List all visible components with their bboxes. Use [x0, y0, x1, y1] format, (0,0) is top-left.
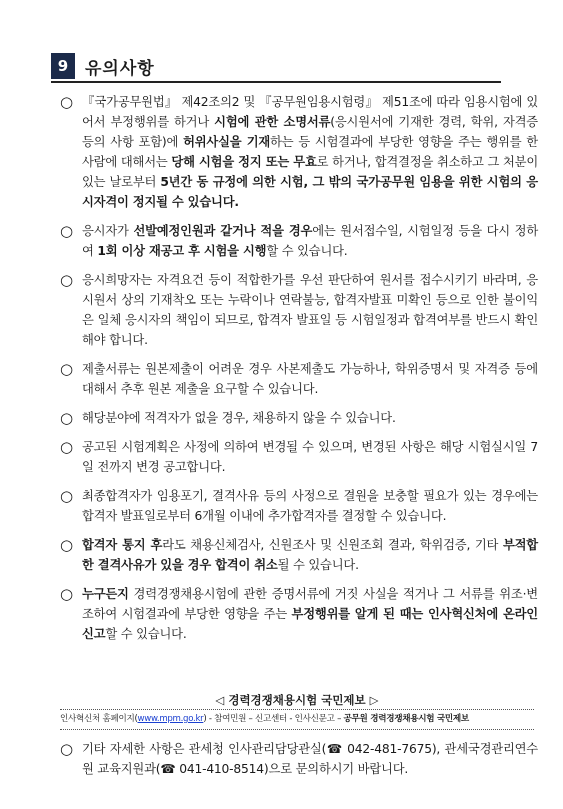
- bullet-icon: ○: [60, 271, 74, 289]
- bullet-icon: ○: [60, 360, 74, 378]
- body-text: 경력경쟁채용시험에 관한 증명서류에 거짓 사실을 적거나 그 서류를 위조·변조하여 시험결과에 부당한 영향을 주는: [82, 587, 538, 621]
- contact-text: [82, 739, 538, 779]
- bullet-icon: ○: [60, 438, 74, 456]
- list-item: [60, 408, 538, 428]
- emphasis-text: 1회 이상 재공고 후 시험을 시행: [97, 244, 267, 258]
- item-text: [82, 584, 538, 644]
- notice-list: [60, 92, 538, 653]
- item-text: [82, 437, 538, 477]
- body-text: 『국가공무원법』 제42조의2 및 『공무원임용시험령』 제51조에 따라 임용시험에 있어서 부정행위를 하거나: [82, 95, 538, 129]
- title-underline: [51, 81, 501, 83]
- body-text: 할 수 있습니다.: [105, 627, 187, 641]
- public-report-path: [60, 709, 534, 730]
- body-text: 라도 채용신체검사, 신원조사 및 신원조회 결과, 학위검증, 기타: [162, 538, 503, 552]
- emphasis-text: 부적합한 결격사유가 있을 경우 합격이 취소: [82, 538, 538, 572]
- list-item: [60, 739, 538, 779]
- emphasis-text: 5년간 동 규정에 의한 시험, 그 밖의 국가공무원 임용을 위한 시험의 응시자격이 정지될 수 있습니다.: [82, 175, 538, 209]
- item-text: [82, 408, 538, 428]
- body-text: 될 수 있습니다.: [277, 558, 359, 572]
- body-text: 기타 자세한 사항은 관세청 인사관리담당관실(☎ 042-481-7675), 관세국경관리연수원 교육지원과(☎ 041-410-8514)으로 문의하시기 바랍니다.: [82, 742, 538, 776]
- bullet-icon: ○: [60, 536, 74, 554]
- public-report-box: [60, 691, 534, 730]
- body-text: 해당분야에 적격자가 없을 경우, 채용하지 않을 수 있습니다.: [82, 411, 396, 425]
- item-text: [82, 359, 538, 399]
- list-item: [60, 535, 538, 575]
- contact-info: [60, 739, 538, 788]
- mpm-website-link[interactable]: www.mpm.go.kr: [137, 714, 204, 724]
- item-text: [82, 221, 538, 261]
- body-text: (응시원서에 기재한 경력, 학위, 자격증 등의 사항 포함)에: [82, 115, 538, 149]
- bullet-icon: ○: [60, 409, 74, 427]
- body-text: 할 수 있습니다.: [266, 244, 348, 258]
- list-item: [60, 92, 538, 212]
- section-header: [51, 51, 501, 81]
- list-item: [60, 437, 538, 477]
- bullet-icon: ○: [60, 222, 74, 240]
- public-report-title: ◁ 경력경쟁채용시험 국민제보 ▷: [215, 693, 379, 707]
- emphasis-text: 당해 시험을 정지 또는 무효: [171, 155, 317, 169]
- item-text: [82, 270, 538, 350]
- report-path-prefix: 인사혁신처 홈페이지(: [60, 714, 138, 724]
- item-text: [82, 92, 538, 212]
- report-path-final: 공무원 경력경쟁채용시험 국민제보: [343, 714, 469, 724]
- section-title: 유의사항: [85, 59, 155, 79]
- body-text: 응시희망자는 자격요건 등이 적합한가를 우선 판단하여 원서를 접수시키기 바라며, 응시원서 상의 기재착오 또는 누락이나 연락불능, 합격자발표 미확인 등으로 인한 불이익은 일체 응시자의 책임이 되므로, 합격자 발표일 등 시험일정과 합격여부를 반드시 확인해야 합니다.: [82, 273, 538, 347]
- bullet-icon: ○: [60, 740, 74, 758]
- body-text: 에는 원서접수일, 시험일정 등을 다시 정하여: [82, 224, 539, 258]
- bullet-icon: ○: [60, 93, 74, 111]
- list-item: [60, 221, 538, 261]
- emphasis-text: 허위사실을 기재: [183, 135, 271, 149]
- body-text: 로 하거나, 합격결정을 취소하고 그 처분이 있는 날로부터: [82, 155, 539, 189]
- list-item: [60, 584, 538, 644]
- emphasis-text: 누구든지: [82, 587, 129, 601]
- list-item: [60, 486, 538, 526]
- emphasis-text: 부정행위를 알게 된 때는 인사혁신처에 온라인 신고: [82, 607, 538, 641]
- emphasis-text: 시험에 관한 소명서류: [214, 115, 331, 129]
- body-text: 하는 등 시험결과에 부당한 영향을 주는 행위를 한 사람에 대해서는: [82, 135, 538, 169]
- body-text: 제출서류는 원본제출이 어려운 경우 사본제출도 가능하나, 학위증명서 및 자격증 등에 대해서 추후 원본 제출을 요구할 수 있습니다.: [82, 362, 538, 396]
- emphasis-text: 선발예정인원과 같거나 적을 경우: [133, 224, 313, 238]
- item-text: [82, 486, 538, 526]
- body-text: 응시자가: [82, 224, 134, 238]
- list-item: [60, 270, 538, 350]
- emphasis-text: 합격자 통지 후: [82, 538, 163, 552]
- section-number: 9: [51, 53, 75, 79]
- bullet-icon: ○: [60, 585, 74, 603]
- item-text: [82, 535, 538, 575]
- list-item: [60, 359, 538, 399]
- report-path-suffix: ) - 참여민원 – 신고센터 - 인사신문고 –: [203, 714, 344, 724]
- body-text: 최종합격자가 임용포기, 결격사유 등의 사정으로 결원을 보충할 필요가 있는 경우에는 합격자 발표일로부터 6개월 이내에 추가합격자를 결정할 수 있습니다.: [82, 489, 538, 523]
- bullet-icon: ○: [60, 487, 74, 505]
- body-text: 공고된 시험계획은 사정에 의하여 변경될 수 있으며, 변경된 사항은 해당 시험실시일 7일 전까지 변경 공고합니다.: [82, 440, 538, 474]
